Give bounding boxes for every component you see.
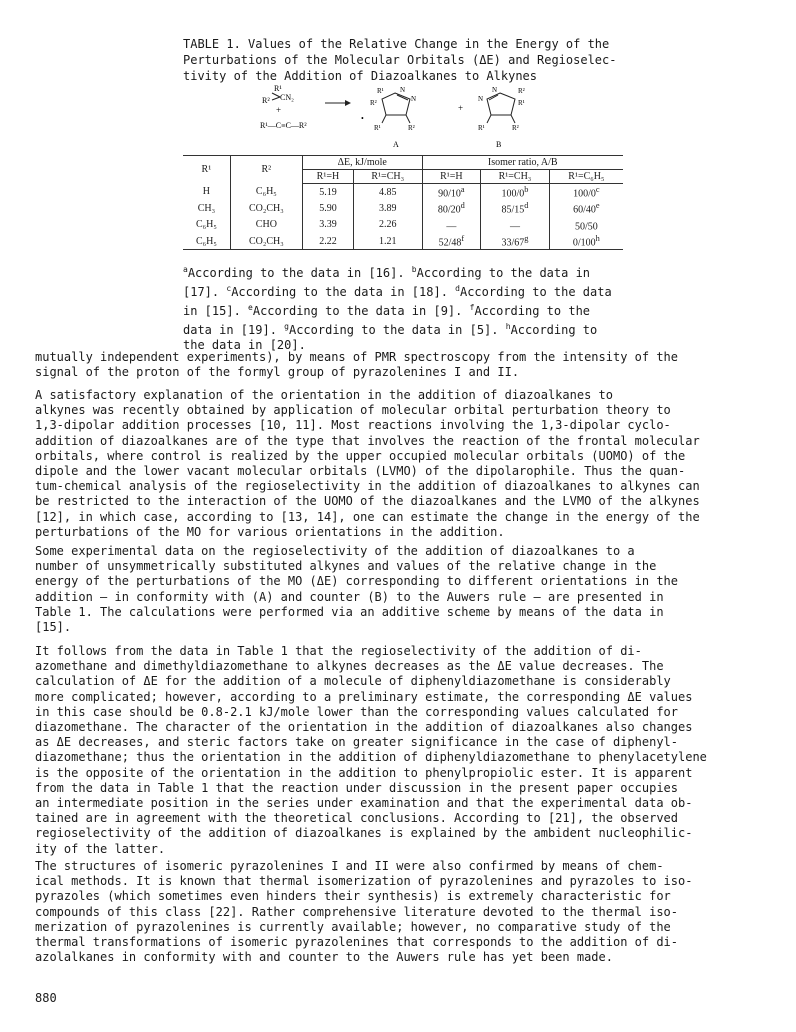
scheme-dot: • <box>361 114 364 123</box>
scheme-b-r1-bottom: R¹ <box>478 124 485 132</box>
cell-r1: C₆H₅ <box>183 233 230 250</box>
scheme-label-a: A <box>393 140 399 149</box>
cell-r1: C₆H₅ <box>195 219 217 231</box>
data-table <box>183 155 623 250</box>
col-header-r2: R² <box>230 156 302 184</box>
paragraph-3: Some experimental data on the regioselectivity of the addition of diazoalkanes to a number of unsymmetrically substituted alkynes and values of the relative change in the energy of the perturbations of the MO (ΔE) corresponding to different orientations in the addition — in conformity with (A) and counter (B) to the Auwers rule — are presented in Table 1. The calculations were performed via an additive scheme by means of the data in [15]. <box>35 544 678 635</box>
cell-de-h: 5.90 <box>302 200 353 216</box>
scheme-plus-2: + <box>458 103 464 113</box>
footnote-mark: d <box>460 201 465 211</box>
cell-r2: C₆H₅ <box>230 184 302 201</box>
cell-de-ch3: 1.21 <box>353 233 422 250</box>
footnote-text: According to the data in [16]. <box>187 266 412 280</box>
paragraph-5: The structures of isomeric pyrazolenines I and II were also confirmed by means of chem- ical methods. It is known that thermal isomerization of pyrazolenines and pyrazoles to iso- pyrazoles (which sometimes even hinders their synthesis) is extremely characteristic for compounds of this class [22]. Rather comprehensive literature devoted to the thermal iso- merization of pyrazolenines is currently available; however, no comparative study of the thermal transformations of isomeric pyrazolenines that corresponds to the addition of di- azolalkanes in conformity with and counter to the Auwers rule has yet been made. <box>35 859 693 965</box>
footnote-text: According to the data in [9]. <box>252 304 470 318</box>
cell-iso-ch3: — <box>481 217 550 233</box>
cell-de-ch3: 4.85 <box>353 184 422 201</box>
footnote-text: According to the data in [17]. <box>183 266 591 299</box>
footnote-mark: c <box>595 185 600 194</box>
cell-iso-h: 90/10$^a$ <box>422 184 481 201</box>
footnote-text: According to the data in [19]. <box>183 304 591 337</box>
cell-r1: H <box>202 186 210 198</box>
group-header-de: ΔE, kJ/mole <box>302 156 422 170</box>
footnote-mark: h <box>595 233 600 243</box>
footnote-mark: h <box>505 322 511 331</box>
cell-r1: CH₃ <box>197 202 216 214</box>
cell-de-h: 2.22 <box>302 233 353 250</box>
cell-iso-h: 80/20$^d$ <box>422 200 481 216</box>
sub-header-iso-ch3: R¹=CH₃ <box>481 170 550 184</box>
cell-iso-c6h5: 50/50 <box>549 217 623 233</box>
footnote-text: According to the data in [18]. <box>231 285 456 299</box>
scheme-a-n2: N <box>411 95 417 103</box>
scheme-a-r1-bottom: R¹ <box>374 124 381 132</box>
paragraph-4: It follows from the data in Table 1 that the regioselectivity of the addition of di- azomethane and dimethyldiazomethane to alkynes decreases as the ΔE value decreases. The calculation of ΔE for the addition of a molecule of diphenyldiazomethane is considerably more complicated; however, according to a preliminary estimate, the corresponding ΔE values in this case should be 0.8-2.1 kJ/mole lower than the corresponding values calculated for diazomethane. The character of the orientation in the addition of diazoalkanes also changes as ΔE decreases, and steric factors take on greater significance in the case of diphenyl- diazomethane; thus the orientation in the addition of diphenyldiazomethane to phenylacetylene is the opposite of the orientation in the addition to phenylpropiolic ester. It is apparent from the data in Table 1 that the reaction under discussion in the present paper occupies an intermediate position in the series under examination and that the experimental data ob- tained are in agreement with the theoretical conclusions. According to [21], the observed regioselectivity of the addition of diazoalkanes is explained by the ambident nucleophilic- ity of the latter. <box>35 644 707 856</box>
sub-header-iso-c6h5: R¹=C₆H₅ <box>549 170 623 184</box>
footnote-mark: e <box>248 303 253 312</box>
cell-de-ch3: 2.26 <box>353 217 422 233</box>
scheme-b-n1: N <box>478 95 484 103</box>
scheme-a-r1-top: R¹ <box>377 87 384 95</box>
cell-iso-ch3: 100/0$^b$ <box>481 184 550 201</box>
footnote-mark: c <box>226 284 232 293</box>
scheme-b-r2-top: R² <box>518 87 525 95</box>
scheme-diazo-r1: R¹ <box>274 84 282 93</box>
cell-iso-ch3: 85/15$^d$ <box>481 200 550 216</box>
cell-r2: CHO <box>230 217 302 233</box>
scheme-a-r2-left: R² <box>370 99 377 107</box>
cell-de-h: 5.19 <box>302 184 353 201</box>
cell-iso-c6h5: 100/0$^c$ <box>549 184 623 201</box>
footnote-mark: f <box>469 303 475 312</box>
footnote-mark: g <box>284 322 289 331</box>
scheme-diazo-cn2: CN₂ <box>280 93 294 102</box>
table-row <box>183 217 623 233</box>
scheme-b-r2-bottom: R² <box>512 124 519 132</box>
footnote-mark: e <box>595 201 600 211</box>
cell-de-h: 3.39 <box>302 217 353 233</box>
table-footnotes <box>183 262 623 353</box>
footnote-text: According to the data in [15]. <box>183 285 612 318</box>
table-caption: TABLE 1. Values of the Relative Change in the Energy of the Perturbations of the Molecular Orbitals (ΔE) and Regioselec- tivity of the Addition of Diazoalkanes to Alkynes <box>183 37 617 83</box>
table-row <box>183 200 623 216</box>
footnote-text: According to the data in [5]. <box>288 323 506 337</box>
sub-header-iso-h: R¹=H <box>422 170 481 184</box>
footnote-mark: d <box>455 284 460 293</box>
scheme-label-b: B <box>496 140 502 149</box>
table-row <box>183 233 623 250</box>
scheme-diazo-r2: R² <box>262 96 270 105</box>
footnote-mark: f <box>461 233 465 243</box>
group-header-isomer: Isomer ratio, A/B <box>422 156 623 170</box>
footnote-mark: a <box>460 185 465 194</box>
reaction-scheme <box>240 83 570 151</box>
footnote-mark: d <box>524 201 529 211</box>
scheme-plus-1: + <box>276 105 282 115</box>
cell-r2: CO₂CH₃ <box>230 233 302 250</box>
cell-iso-h: 52/48$^f$ <box>422 233 481 250</box>
footnote-mark: b <box>411 265 417 274</box>
footnote-mark: a <box>183 265 188 274</box>
scheme-b-n2: N <box>492 86 498 94</box>
footnote-mark: b <box>524 185 529 194</box>
cell-de-ch3: 3.89 <box>353 200 422 216</box>
paragraph-1: mutually independent experiments), by means of PMR spectroscopy from the intensity of the signal of the proton of the formyl group of pyrazolenines I and II. <box>35 350 678 380</box>
cell-iso-c6h5: 60/40e <box>549 200 623 216</box>
footnote-mark: g <box>524 233 529 243</box>
cell-iso-c6h5: 0/100$^h$ <box>549 233 623 250</box>
sub-header-de-ch3: R¹=CH₃ <box>353 170 422 184</box>
table-row <box>183 184 623 201</box>
col-header-r1: R¹ <box>183 156 230 184</box>
paragraph-2: A satisfactory explanation of the orientation in the addition of diazoalkanes to alkynes was recently obtained by application of molecular orbital perturbation theory to 1,3-dipolar addition processes [10, 11]. Most reactions involving the 1,3-dipolar cyclo- addition of diazoalkanes are of the type that involves the reaction of the frontal molecular orbitals, where control is realized by the upper occupied molecular orbitals (UOMO) of the dipole and the lower vacant molecular orbitals (LVMO) of the dipolarophile. Thus the quan- tum-chemical analysis of the regioselectivity in the addition of diazoalkanes to alkynes can be restricted to the interaction of the UOMO of the diazoalkanes and the LVMO of the alkynes [12], in which case, according to [13, 14], one can estimate the change in the energy of the perturbations of the MO for various orientations in the addition. <box>35 388 700 539</box>
scheme-alkyne: R¹—C≡C—R² <box>260 121 307 130</box>
footnote-text: According to the data in [20]. <box>183 323 598 352</box>
page-number: 880 <box>35 991 57 1005</box>
scheme-b-r1-right: R¹ <box>518 99 525 107</box>
cell-iso-h: — <box>422 217 481 233</box>
sub-header-de-h: R¹=H <box>302 170 353 184</box>
scheme-a-r2-bottom: R² <box>408 124 415 132</box>
cell-iso-ch3: 33/67$^g$ <box>481 233 550 250</box>
scheme-a-n1: N <box>400 86 406 94</box>
cell-r2: CO₂CH₃ <box>230 200 302 216</box>
